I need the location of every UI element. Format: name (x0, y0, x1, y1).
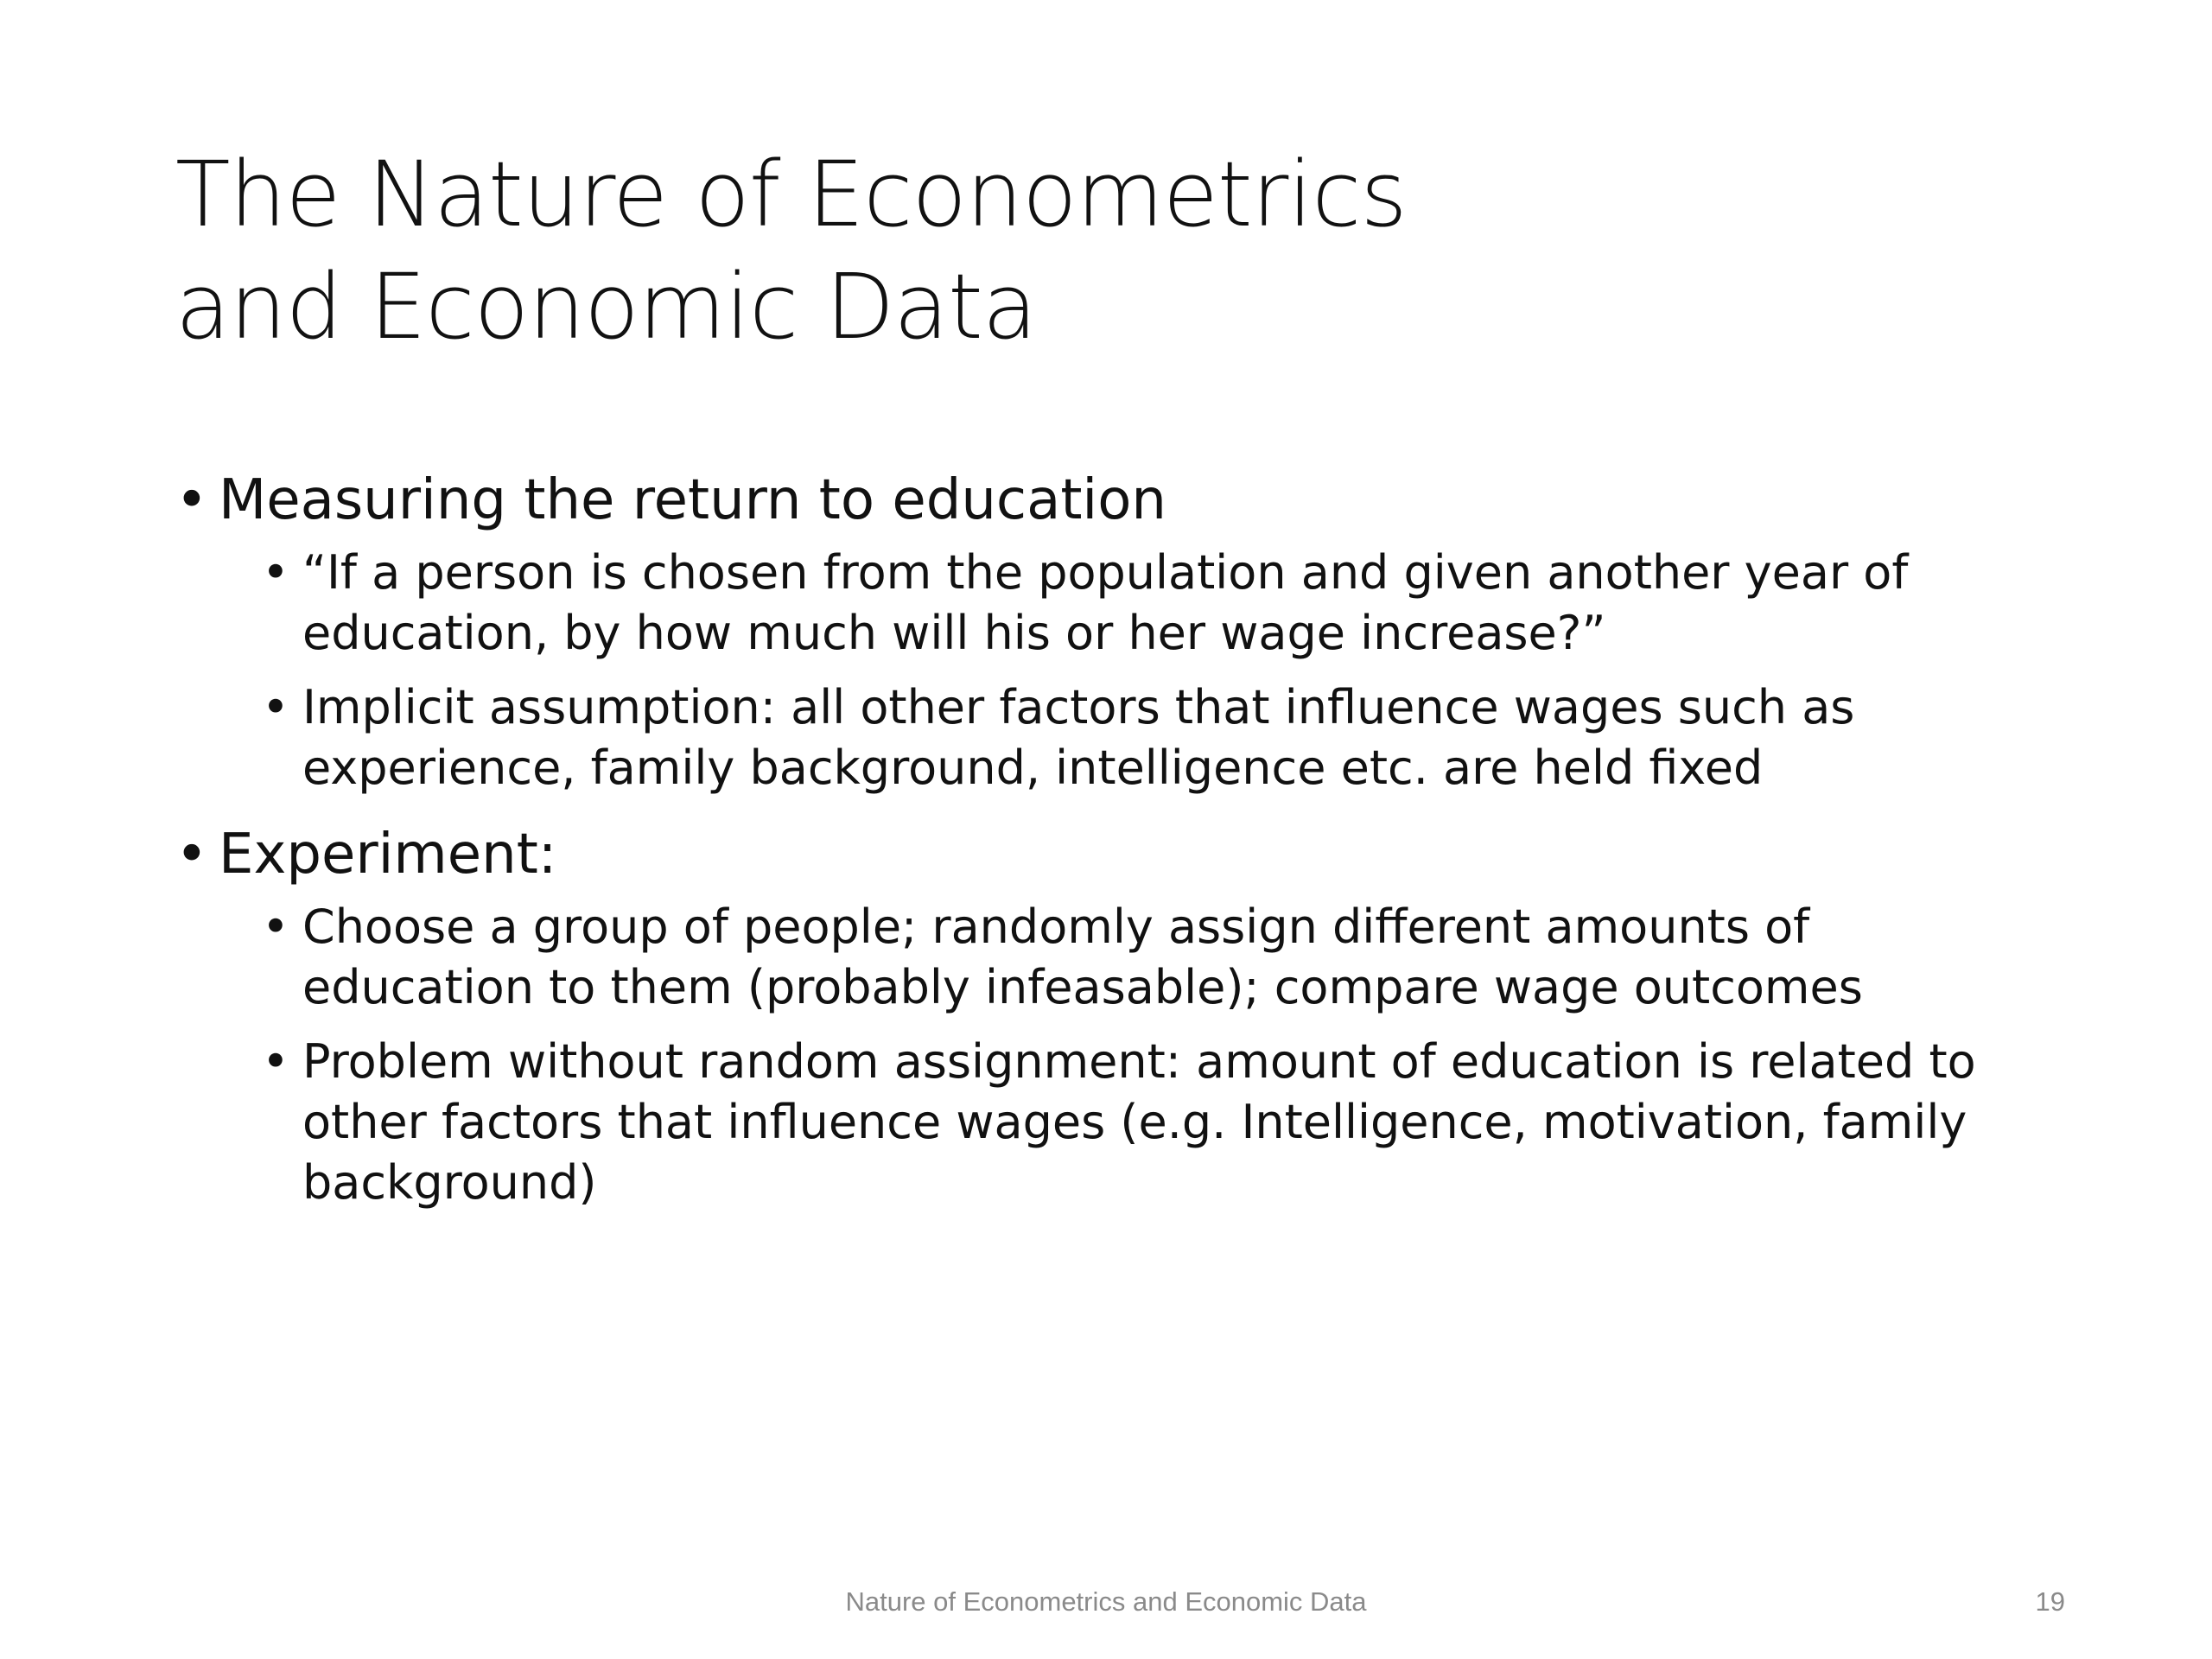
sub-bullet-list (219, 897, 2033, 1213)
bullet-item-experiment (175, 812, 2033, 1213)
bullet-list (175, 449, 2033, 1227)
slide-title (175, 138, 1990, 363)
bullet-icon: • (175, 468, 208, 532)
bullet-icon: • (262, 545, 289, 600)
sub-bullet-text: Problem without random assignment: amount of education is related to other factors that influence wages (e.g. Intelligence, motivation, family background) (302, 1034, 1976, 1210)
bullet-icon: • (175, 823, 208, 887)
bullet-text: Experiment: (219, 823, 557, 887)
slide-title-line-1: The Nature of Econometrics (175, 142, 1407, 247)
bullet-icon: • (262, 1034, 289, 1089)
bullet-icon: • (262, 680, 289, 734)
sub-bullet-text: “If a person is chosen from the population and given another year of education, by how much will his or her wage increase?” (302, 545, 1909, 660)
slide-page-number: 19 (2035, 1586, 2065, 1617)
bullet-text: Measuring the return to education (219, 468, 1166, 532)
sub-bullet-item (262, 897, 2033, 1018)
sub-bullet-text: Choose a group of people; randomly assign different amounts of education to them (probably infeasable); compare wage outcomes (302, 899, 1863, 1014)
bullet-icon: • (262, 899, 289, 954)
bullet-item-return-to-education (175, 458, 2033, 798)
sub-bullet-list (219, 543, 2033, 798)
sub-bullet-item (262, 543, 2033, 664)
slide-title-line-2: and Economic Data (175, 254, 1037, 359)
sub-bullet-item (262, 1032, 2033, 1213)
slide-footer: Nature of Econometrics and Economic Data (845, 1586, 1367, 1617)
sub-bullet-text: Implicit assumption: all other factors that influence wages such as experience, family background, intelligence etc. are held fixed (302, 680, 1855, 795)
sub-bullet-item (262, 677, 2033, 798)
